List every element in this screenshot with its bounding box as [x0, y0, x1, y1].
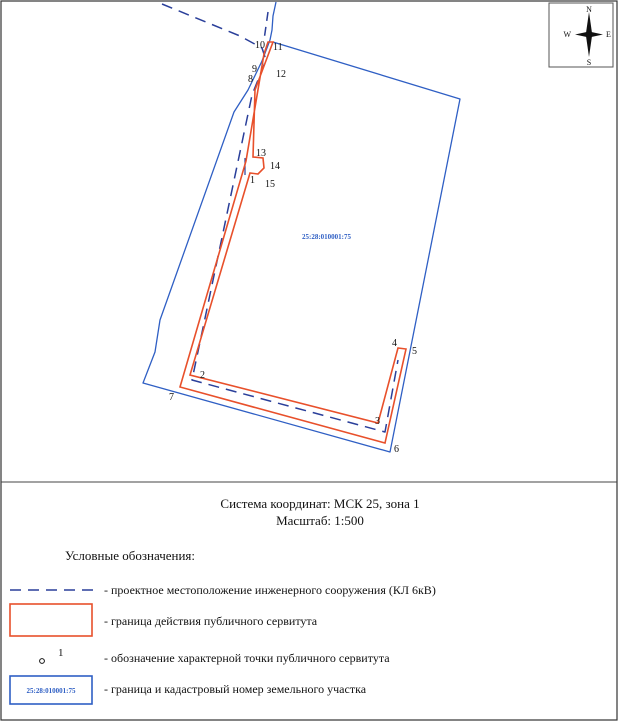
point-label-13: 13	[256, 148, 266, 159]
compass-north: N	[586, 5, 592, 14]
sheet-border	[1, 1, 617, 720]
point-label-9: 9	[252, 64, 257, 75]
cable-branch-line	[264, 12, 268, 40]
compass-west: W	[563, 30, 571, 39]
adjacent-boundary-line	[270, 2, 276, 40]
point-label-10: 10	[255, 40, 265, 51]
legend-cable-text: - проектное местоположение инженерного сооружения (КЛ 6кВ)	[104, 583, 436, 597]
point-label-4: 4	[392, 338, 397, 349]
compass-south: S	[586, 58, 592, 67]
point-label-14: 14	[270, 161, 280, 172]
legend-item-point	[40, 647, 391, 665]
point-label-8: 8	[248, 74, 253, 85]
coord-system-text: Система координат: МСК 25, зона 1	[220, 496, 420, 511]
point-label-2: 2	[200, 370, 205, 381]
compass-east: E	[606, 30, 611, 39]
legend-item-servitude	[10, 604, 318, 636]
legend-point-symbol	[40, 659, 45, 664]
legend-parcel-symbol-label: 25:28:010001:75	[26, 687, 76, 695]
point-label-7: 7	[169, 392, 174, 403]
legend-item-parcel	[10, 676, 367, 704]
scale-text: Масштаб: 1:500	[276, 513, 364, 528]
parcel-cadastral-number: 25:28:010001:75	[302, 233, 351, 241]
legend-point-symbol-label: 1	[58, 647, 64, 659]
point-label-15: 15	[265, 179, 275, 190]
legend-point-text: - обозначение характерной точки публичного сервитута	[104, 651, 390, 665]
legend-parcel-text: - граница и кадастровый номер земельного участка	[104, 682, 367, 696]
point-label-3: 3	[375, 416, 380, 427]
legend-item-cable	[10, 583, 436, 597]
legend-servitude-symbol	[10, 604, 92, 636]
point-label-12: 12	[276, 69, 286, 80]
point-label-6: 6	[394, 444, 399, 455]
point-label-11: 11	[273, 42, 283, 53]
servitude-boundary	[180, 42, 406, 443]
compass-rose-icon	[549, 3, 613, 67]
point-label-1: 1	[250, 175, 255, 186]
point-label-5: 5	[412, 346, 417, 357]
legend-title: Условные обозначения:	[65, 548, 196, 563]
point-labels	[169, 40, 417, 455]
legend-servitude-text: - граница действия публичного сервитута	[104, 614, 318, 628]
